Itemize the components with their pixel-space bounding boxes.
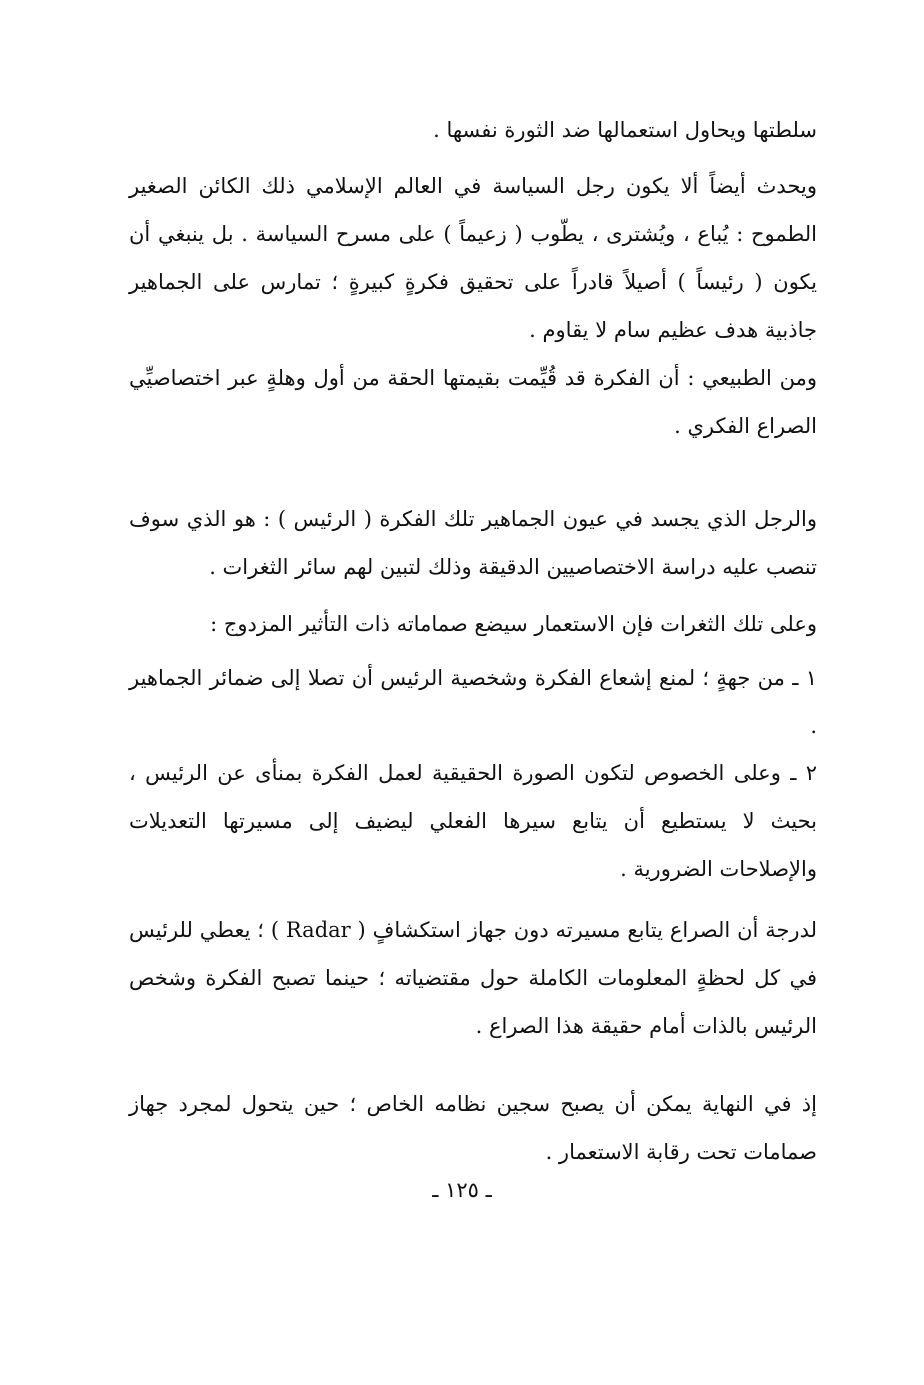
paragraph-3: ومن الطبيعي : أن الفكرة قد قُيِّمت بقيمتها الحقة من أول وهلةٍ عبر اختصاصيِّي الصراع الفكري .: [129, 366, 817, 438]
paragraph-9: إذ في النهاية يمكن أن يصبح سجين نظامه الخاص ؛ حين يتحول لمجرد جهاز صمامات تحت رقابة الاستعمار .: [129, 1092, 817, 1164]
paragraph-5: وعلى تلك الثغرات فإن الاستعمار سيضع صماماته ذات التأثير المزدوج :: [210, 612, 817, 636]
paragraph-4: والرجل الذي يجسد في عيون الجماهير تلك الفكرة ( الرئيس ) : هو الذي سوف تنصب عليه دراسة الاختصاصيين الدقيقة وذلك لتبين لهم سائر الثغرات .: [129, 507, 817, 579]
paragraph-2: ويحدث أيضاً ألا يكون رجل السياسة في العالم الإسلامي ذلك الكائن الصغير الطموح : يُباع ، ويُشترى ، يطّوب ( زعيماً ) على مسرح السياسة . بل ينبغي أن يكون ( رئيساً ) أصيلاً قادراً على تحقيق فكرةٍ كبيرةٍ ؛ تمارس على الجماهير جاذبية هدف عظيم سام لا يقاوم .: [129, 174, 817, 342]
paragraph-8: لدرجة أن الصراع يتابع مسيرته دون جهاز استكشافٍ ( Radar ) ؛ يعطي للرئيس في كل لحظةٍ المعلومات الكاملة حول مقتضياته ؛ حينما تصبح الفكرة وشخص الرئيس بالذات أمام حقيقة هذا الصراع .: [129, 918, 817, 1038]
list-item-2: ٢ ـ وعلى الخصوص لتكون الصورة الحقيقية لعمل الفكرة بمنأى عن الرئيس ، بحيث لا يستطيع أن يتابع سيرها الفعلي ليضيف إلى مسيرتها التعديلات والإصلاحات الضرورية .: [129, 761, 817, 881]
paragraph-1: سلطتها ويحاول استعمالها ضد الثورة نفسها .: [433, 118, 817, 142]
list-item-1: ١ ـ من جهةٍ ؛ لمنع إشعاع الفكرة وشخصية الرئيس أن تصلا إلى ضمائر الجماهير .: [129, 666, 817, 738]
page-number: ـ ١٢٥ ـ: [432, 1178, 492, 1202]
